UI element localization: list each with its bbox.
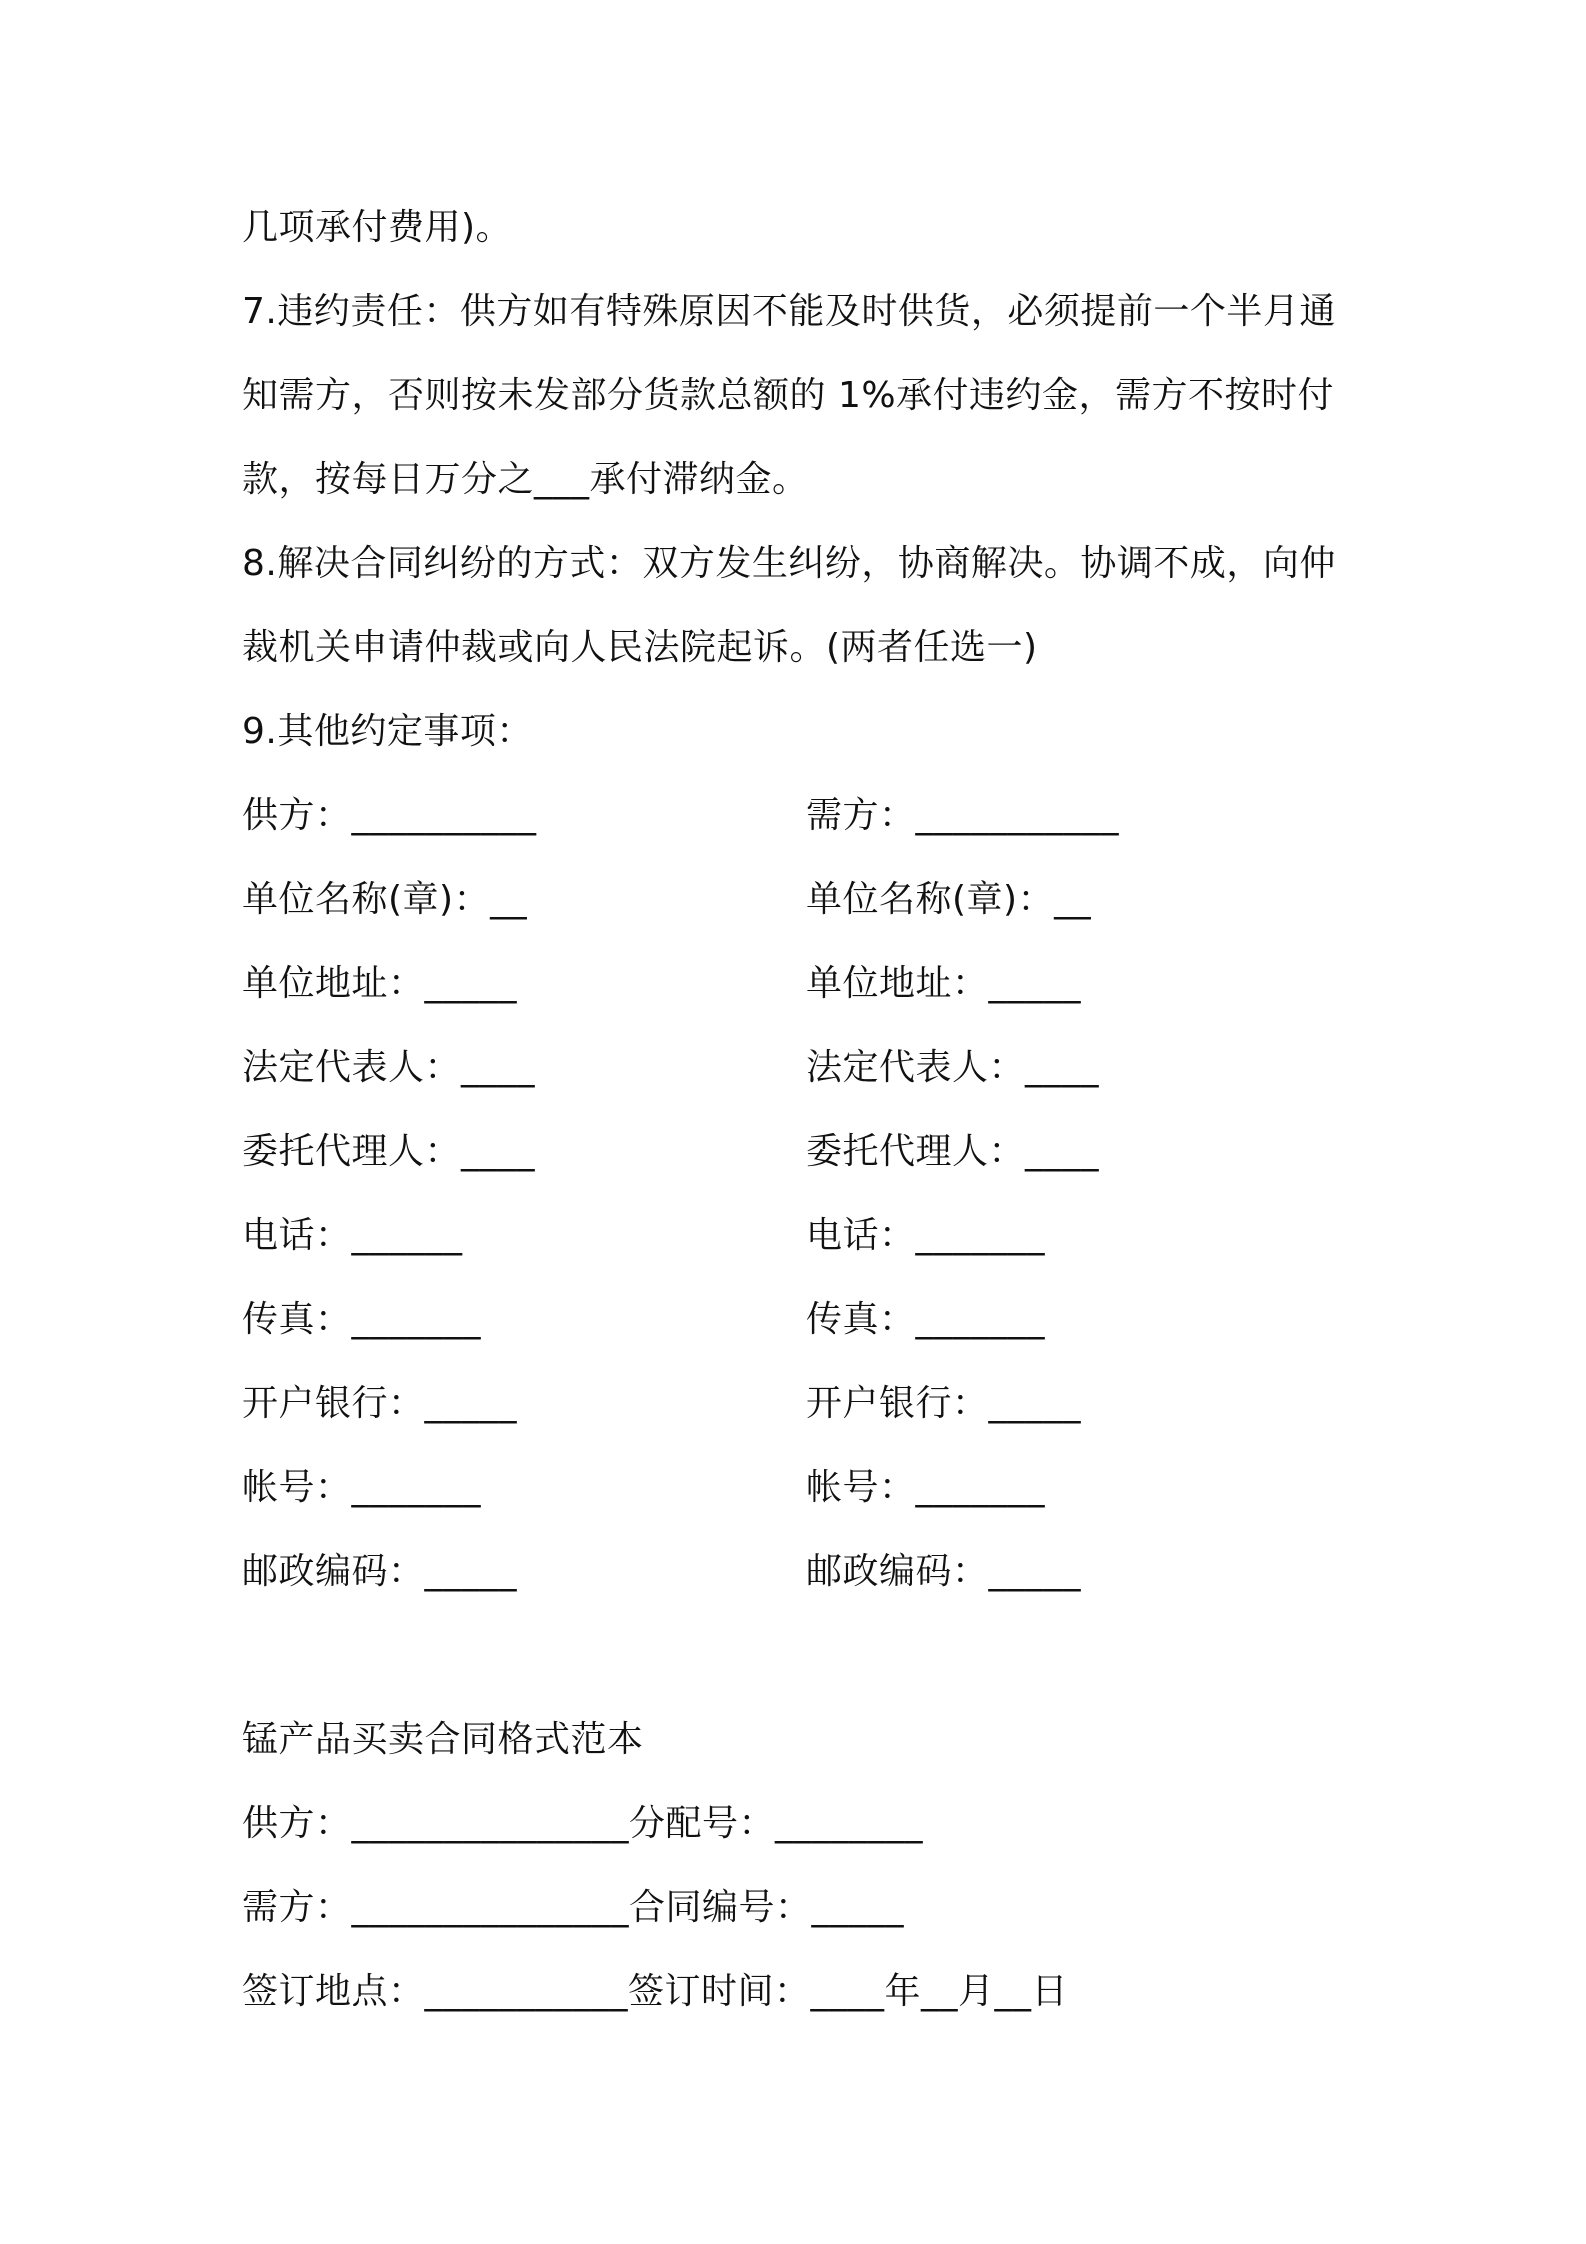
contract-header-line: 供方：_______________分配号：________: [242, 1803, 924, 1844]
paragraph-line: 裁机关申请仲裁或向人民法院起诉。(两者任选一): [242, 627, 1038, 668]
buyer-signature-field: 传真：_______: [806, 1299, 1046, 1340]
paragraph-line: 款，按每日万分之___承付滞纳金。: [242, 459, 809, 500]
supplier-signature-field: 帐号：_______: [242, 1467, 482, 1508]
contract-header-line: 签订地点：___________签订时间：____年__月__日: [242, 1971, 1069, 2012]
paragraph-line: 知需方，否则按未发部分货款总额的 1%承付违约金，需方不按时付: [242, 375, 1335, 416]
paragraph-line: 8.解决合同纠纷的方式：双方发生纠纷，协商解决。协调不成，向仲: [242, 543, 1336, 584]
supplier-signature-field: 开户银行：_____: [242, 1383, 518, 1424]
paragraph-line: 7.违约责任：供方如有特殊原因不能及时供货，必须提前一个半月通: [242, 291, 1336, 332]
buyer-signature-field: 电话：_______: [806, 1215, 1046, 1256]
supplier-signature-field: 法定代表人：____: [242, 1047, 536, 1088]
supplier-signature-field: 供方：__________: [242, 795, 537, 836]
buyer-signature-field: 需方：___________: [806, 795, 1120, 836]
supplier-signature-field: 电话：______: [242, 1215, 463, 1256]
supplier-signature-field: 委托代理人：____: [242, 1131, 536, 1172]
contract-header-line: 需方：_______________合同编号：_____: [242, 1887, 905, 1928]
section-title: 锰产品买卖合同格式范本: [242, 1719, 644, 1760]
supplier-signature-field: 单位地址：_____: [242, 963, 518, 1004]
supplier-signature-field: 传真：_______: [242, 1299, 482, 1340]
supplier-signature-field: 邮政编码：_____: [242, 1551, 518, 1592]
buyer-signature-field: 开户银行：_____: [806, 1383, 1082, 1424]
buyer-signature-field: 单位地址：_____: [806, 963, 1082, 1004]
buyer-signature-field: 委托代理人：____: [806, 1131, 1100, 1172]
paragraph-line: 几项承付费用)。: [242, 207, 513, 248]
supplier-signature-field: 单位名称(章)：__: [242, 879, 528, 920]
buyer-signature-field: 帐号：_______: [806, 1467, 1046, 1508]
buyer-signature-field: 法定代表人：____: [806, 1047, 1100, 1088]
paragraph-line: 9.其他约定事项：: [242, 711, 533, 752]
buyer-signature-field: 单位名称(章)：__: [806, 879, 1092, 920]
buyer-signature-field: 邮政编码：_____: [806, 1551, 1082, 1592]
